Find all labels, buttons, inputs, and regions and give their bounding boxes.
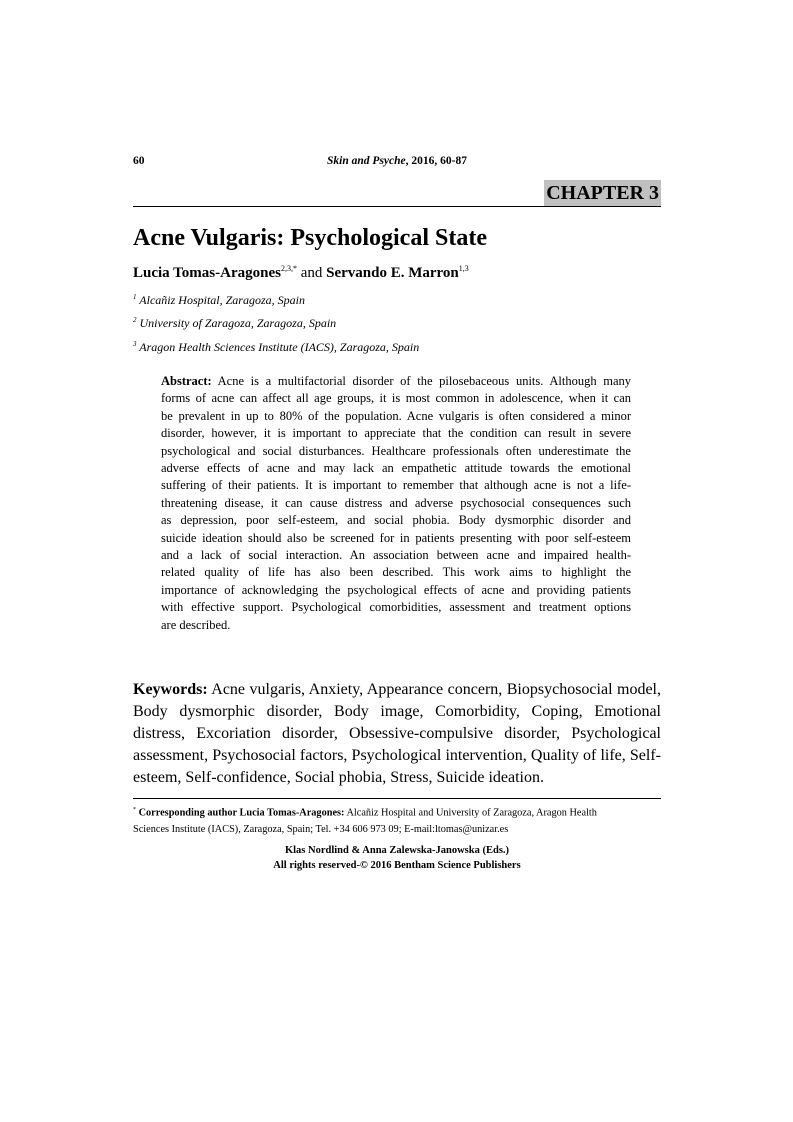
line-text: distress, Excoriation disorder, Obsessive-compulsive disorder, Psychological bbox=[133, 725, 661, 742]
affil-number: 3 bbox=[133, 340, 137, 348]
abstract-label: Abstract: bbox=[161, 374, 212, 388]
authors bbox=[133, 264, 469, 282]
text-line bbox=[161, 530, 631, 547]
journal-name: Skin and Psyche bbox=[327, 155, 406, 167]
page-number: 60 bbox=[133, 155, 145, 167]
chapter-title: Acne Vulgaris: Psychological State bbox=[133, 225, 487, 251]
text-line bbox=[161, 373, 631, 390]
footnote-divider bbox=[133, 798, 661, 799]
line-text: related quality of life has also been described. This work aims to highlight the bbox=[161, 565, 631, 580]
line-text: threatening disease, it can cause distress and adverse psychosocial consequences such bbox=[161, 495, 631, 510]
affil-text: Alcañiz Hospital, Zaragoza, Spain bbox=[139, 293, 305, 307]
text-line bbox=[161, 477, 631, 494]
keywords-label: Keywords: bbox=[133, 681, 208, 698]
line-text: be prevalent in up to 80% of the population. Acne vulgaris is often considered a minor bbox=[161, 408, 631, 423]
affil-text: Aragon Health Sciences Institute (IACS), Zaragoza, Spain bbox=[139, 340, 420, 354]
line-text: disorder, however, it is important to appreciate that the condition can result in severe bbox=[161, 426, 631, 441]
author-conjunction: and bbox=[296, 265, 327, 281]
text-line bbox=[161, 460, 631, 477]
text-line bbox=[161, 564, 631, 581]
line-text: importance of acknowledging the psychological effects of acne and providing patients bbox=[161, 582, 631, 597]
line-text: suffering of their patients. It is important to remember that although acne is not a life- bbox=[161, 478, 631, 493]
line-text: forms of acne can affect all age groups, it is most common in adolescence, when it can bbox=[161, 391, 631, 406]
line-text: as depression, poor self-esteem, and social phobia. Body dysmorphic disorder and bbox=[161, 513, 631, 528]
journal-citation bbox=[133, 155, 661, 167]
abstract bbox=[161, 373, 631, 634]
text-line bbox=[161, 547, 631, 564]
publisher-info bbox=[133, 843, 661, 873]
line-text: Acne is a multifactorial disorder of the pilosebaceous units. Although many bbox=[211, 374, 631, 388]
affil-text: University of Zaragoza, Zaragoza, Spain bbox=[139, 316, 337, 330]
header-divider bbox=[133, 206, 661, 207]
text-line bbox=[161, 512, 631, 529]
footnote-label: Corresponding author Lucia Tomas-Aragones: bbox=[138, 807, 345, 819]
author-1-affil: 2,3,* bbox=[280, 264, 297, 273]
text-line bbox=[161, 617, 631, 634]
chapter-label: CHAPTER 3 bbox=[546, 182, 659, 204]
line-text: assessment, Psychosocial factors, Psychological intervention, Quality of life, Self- bbox=[133, 747, 661, 764]
line-text: with effective support. Psychological comorbidities, assessment and treatment options bbox=[161, 600, 631, 615]
footnote-marker: * bbox=[133, 807, 136, 813]
text-line bbox=[133, 701, 661, 723]
text-line bbox=[133, 745, 661, 767]
line-text: and a lack of social interaction. An association between acne and impaired health- bbox=[161, 548, 631, 563]
line-text: Acne vulgaris, Anxiety, Appearance concern, Biopsychosocial model, bbox=[207, 681, 661, 698]
text-line bbox=[161, 582, 631, 599]
line-text: esteem, Self-confidence, Social phobia, Stress, Suicide ideation. bbox=[133, 769, 544, 786]
text-line bbox=[161, 599, 631, 616]
text-line bbox=[133, 723, 661, 745]
author-2: Servando E. Marron bbox=[326, 265, 459, 281]
author-1: Lucia Tomas-Aragones bbox=[133, 265, 281, 281]
text-line bbox=[161, 425, 631, 442]
line-text: suicide ideation should also be screened for in patients presenting with poor self-esteem bbox=[161, 530, 631, 545]
line-text: Body dysmorphic disorder, Body image, Comorbidity, Coping, Emotional bbox=[133, 703, 661, 720]
affiliation bbox=[133, 316, 336, 331]
line-text: psychological and social disturbances. Healthcare professionals often underestimate the bbox=[161, 443, 631, 458]
footnote-text: Alcañiz Hospital and University of Zaragoza, Aragon Health bbox=[344, 807, 597, 819]
affil-number: 2 bbox=[133, 316, 137, 324]
footnote bbox=[133, 802, 661, 838]
text-line bbox=[133, 767, 661, 789]
editors: Klas Nordlind & Anna Zalewska-Janowska (Eds.) bbox=[284, 845, 510, 856]
text-line bbox=[161, 408, 631, 425]
text-line bbox=[161, 390, 631, 407]
journal-year-pages: , 2016, 60-87 bbox=[405, 155, 467, 167]
affil-number: 1 bbox=[133, 293, 137, 301]
text-line bbox=[161, 495, 631, 512]
text-line bbox=[161, 443, 631, 460]
author-2-affil: 1,3 bbox=[458, 264, 469, 273]
line-text: are described. bbox=[161, 617, 231, 632]
footnote-text: Sciences Institute (IACS), Zaragoza, Spain; Tel. +34 606 973 09; E-mail:ltomas@unizar.es bbox=[133, 824, 509, 836]
text-line bbox=[133, 679, 661, 701]
line-text: adverse effects of acne and may lack an empathetic attitude towards the emotional bbox=[161, 461, 631, 476]
copyright: All rights reserved-© 2016 Bentham Science Publishers bbox=[273, 860, 521, 871]
affiliation bbox=[133, 293, 305, 308]
affiliation bbox=[133, 340, 419, 355]
keywords bbox=[133, 679, 661, 789]
